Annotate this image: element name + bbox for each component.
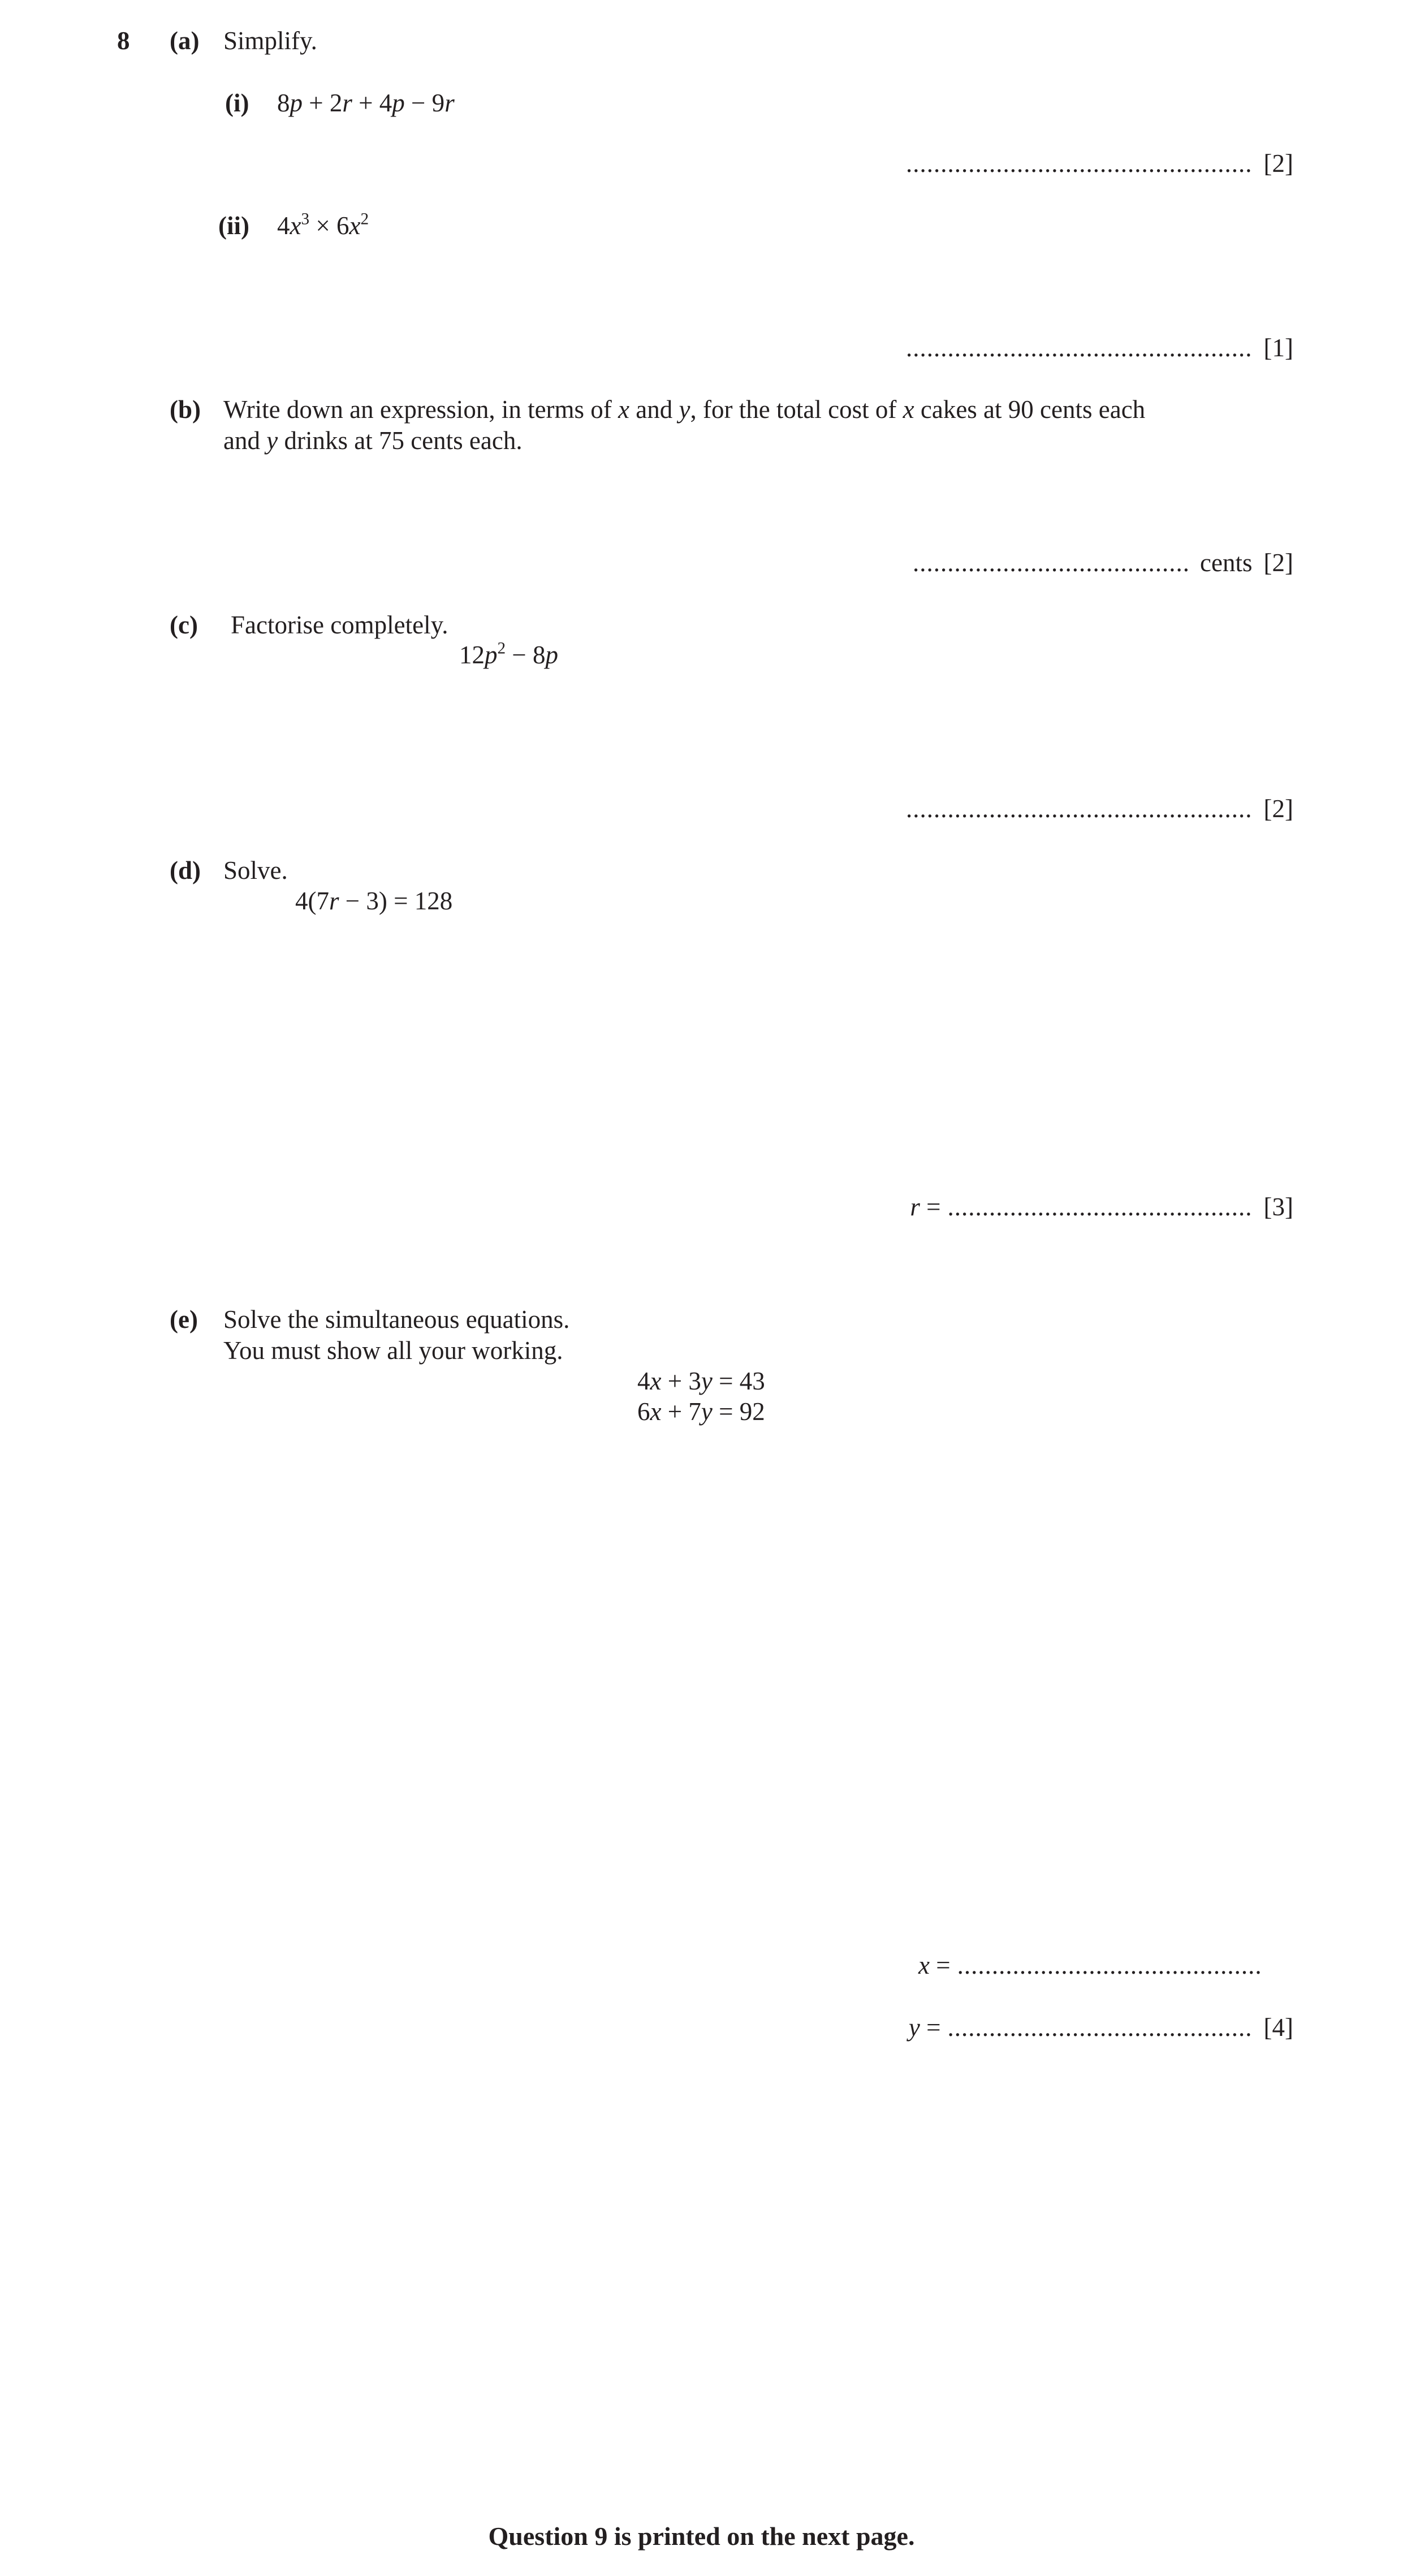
part-b-label: (b) (170, 395, 201, 424)
mark-a-i: [2] (1263, 149, 1293, 178)
mark-d: [3] (1263, 1193, 1293, 1221)
part-e-prompt: Solve the simultaneous equations. (223, 1305, 570, 1334)
answer-line-d[interactable]: r = ............................................ [3] (910, 1193, 1293, 1221)
answer-line-c[interactable]: .................................................. [2] (906, 795, 1293, 823)
equation-2: 6x + 7y = 92 (637, 1397, 765, 1426)
answer-line-e-x[interactable]: x = ............................................ (918, 1951, 1262, 1979)
mark-e: [4] (1263, 2013, 1293, 2042)
part-b-text-line2: and y drinks at 75 cents each. (223, 426, 523, 455)
part-a-ii-expression: $4x^3 \times 6x^2$ (277, 210, 369, 240)
unit-cents: cents (1200, 549, 1253, 577)
question-number: 8 (117, 27, 130, 55)
part-b-text-line1: Write down an expression, in terms of x and y, for the total cost of x cakes at 90 cents each (223, 395, 1146, 424)
part-c-expression: $12p^2 - 8p$ (459, 639, 559, 669)
part-a-i-label: (i) (225, 89, 249, 117)
part-e-instruction: You must show all your working. (223, 1336, 563, 1365)
answer-var-r: r (910, 1193, 920, 1221)
mark-b: [2] (1263, 549, 1293, 577)
footer-note: Question 9 is printed on the next page. (488, 2522, 915, 2551)
part-e-label: (e) (170, 1305, 198, 1334)
mark-c: [2] (1263, 795, 1293, 823)
answer-line-e-y[interactable]: y = ............................................ [4] (908, 2013, 1293, 2042)
part-d-prompt: Solve. (223, 856, 288, 884)
answer-var-x: x (918, 1951, 930, 1979)
answer-line-b[interactable]: ........................................ cents [2] (913, 549, 1293, 577)
part-a-prompt: Simplify. (223, 27, 317, 55)
part-d-equation: 4(7r − 3) = 128 (295, 887, 453, 915)
part-a-ii-label: (ii) (218, 212, 249, 240)
answer-line-a-i[interactable]: .................................................. [2] (906, 149, 1293, 178)
part-a-i-expression: 8p + 2r + 4p − 9r (277, 89, 455, 117)
part-c-prompt: Factorise completely. (231, 611, 448, 639)
answer-line-a-ii[interactable]: .................................................. [1] (906, 334, 1293, 362)
part-c-label: (c) (170, 611, 198, 639)
answer-var-y: y (908, 2013, 920, 2042)
equation-1: 4x + 3y = 43 (637, 1367, 765, 1395)
mark-a-ii: [1] (1263, 334, 1293, 362)
part-d-label: (d) (170, 856, 201, 884)
part-a-label: (a) (170, 27, 200, 55)
